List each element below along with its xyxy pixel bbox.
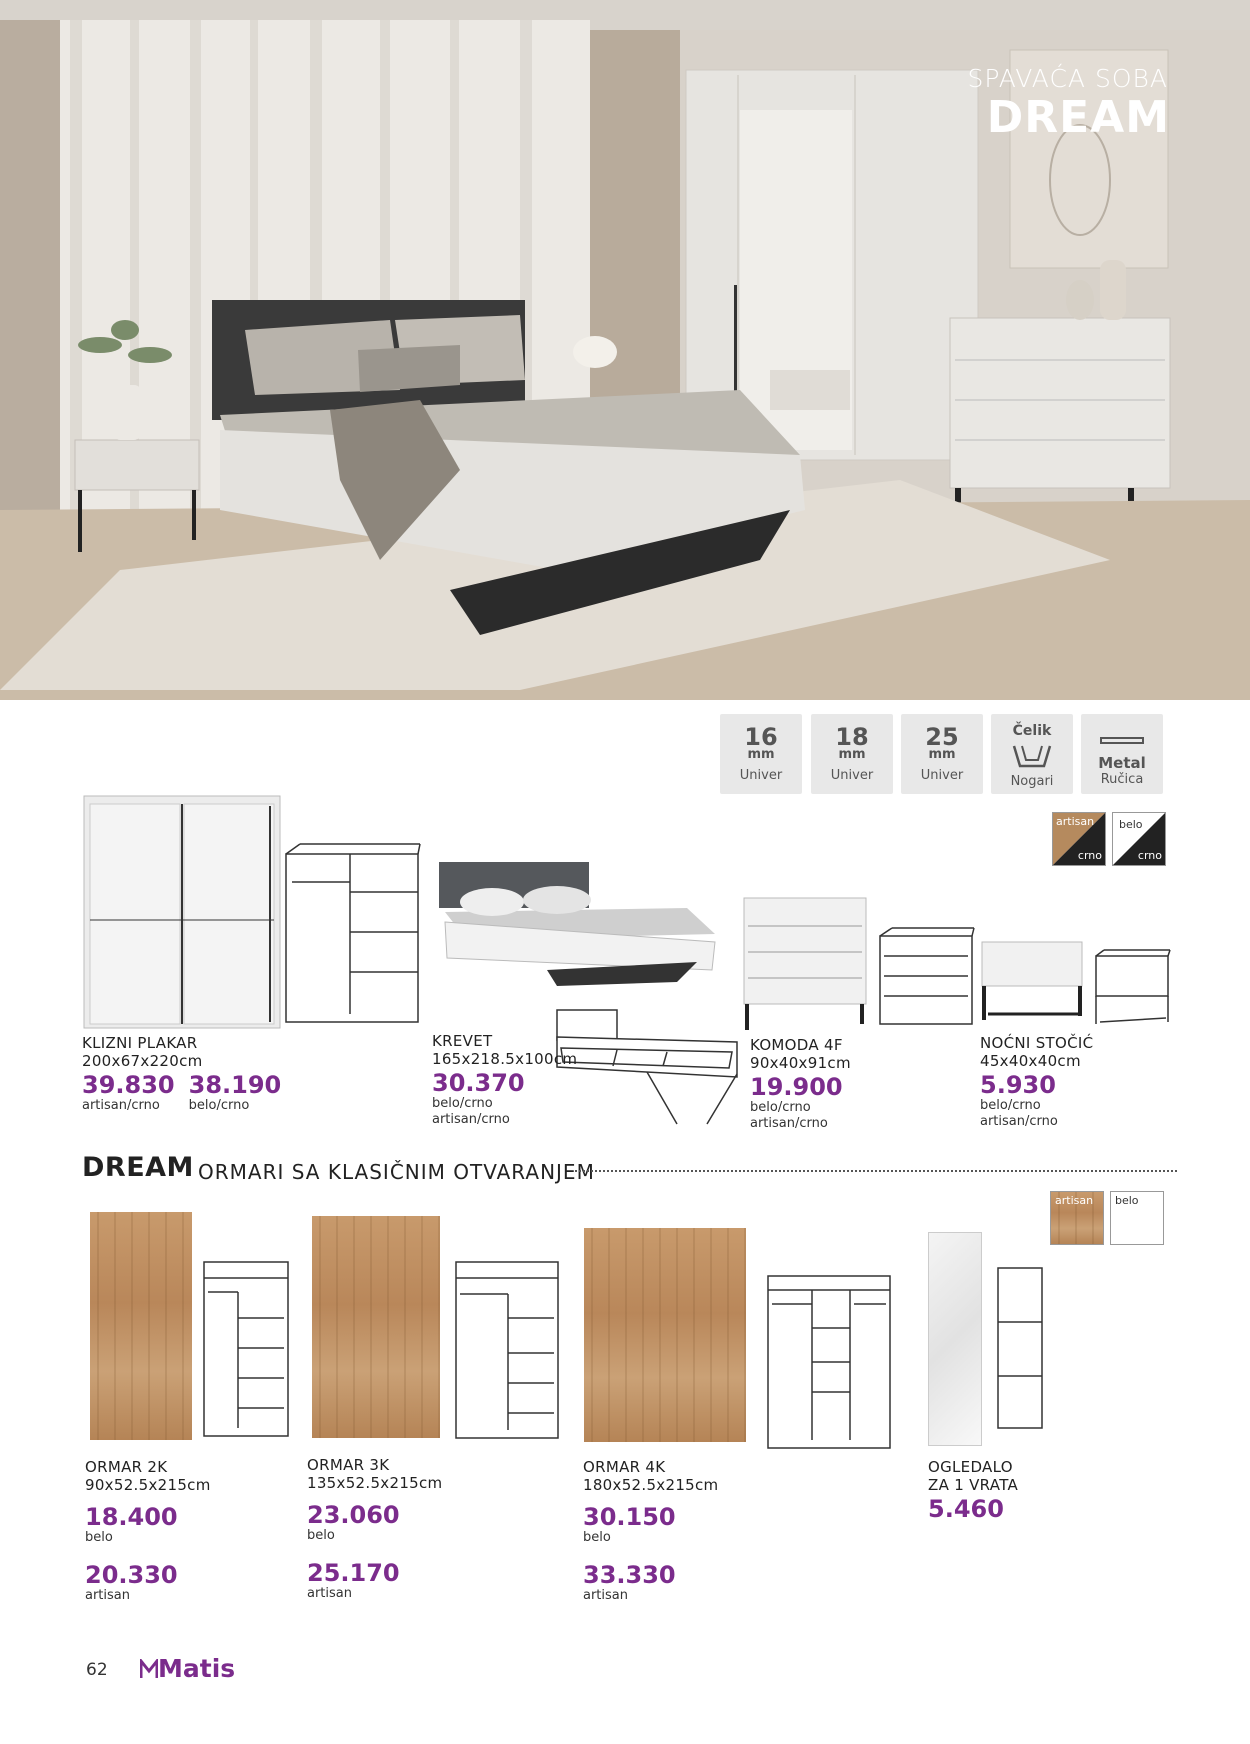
product-nightstand: NOĆNI STOČIĆ 45x40x40cm 5.930 belo/crno artisan/crno — [980, 1034, 1094, 1129]
badge-celik: Čelik Nogari — [991, 714, 1073, 794]
swatch-belo-crno: belo crno — [1112, 812, 1166, 866]
wardrobe-4k-drawing — [764, 1272, 894, 1452]
mirror-image — [928, 1232, 982, 1446]
product-wardrobe-2k: ORMAR 2K 90x52.5x215cm 18.400 belo 20.330 artisan — [85, 1458, 211, 1603]
product-wardrobe-3k: ORMAR 3K 135x52.5x215cm 23.060 belo 25.170 artisan — [307, 1456, 443, 1601]
product-mirror: OGLEDALO ZA 1 VRATA 5.460 — [928, 1458, 1019, 1523]
wardrobe-3k-drawing — [452, 1258, 562, 1442]
badge-25mm: 25 mm Univer — [901, 714, 983, 794]
swatch-artisan: artisan — [1050, 1191, 1104, 1245]
badge-16mm: 16 mm Univer — [720, 714, 802, 794]
wardrobe-3k-image — [312, 1216, 440, 1438]
dotted-divider — [575, 1170, 1177, 1172]
wardrobe-4k-image — [584, 1228, 746, 1442]
product-wardrobe-4k: ORMAR 4K 180x52.5x215cm 30.150 belo 33.330 artisan — [583, 1458, 719, 1603]
hero-kicker: SPAVAĆA SOBA — [967, 64, 1168, 93]
badge-18mm: 18 mm Univer — [811, 714, 893, 794]
swatch-artisan-crno: artisan crno — [1052, 812, 1106, 866]
page-number: 62 — [86, 1660, 108, 1680]
chest-of-drawers-image — [742, 896, 982, 1041]
section-title: DREAM — [82, 1152, 194, 1183]
wardrobe-2k-drawing — [200, 1258, 292, 1440]
mirror-drawing — [994, 1264, 1046, 1434]
badge-metal: Metal Ručica — [1081, 714, 1163, 794]
product-chest-of-drawers: KOMODA 4F 90x40x91cm 19.900 belo/crno artisan/crno — [750, 1036, 851, 1131]
wardrobe-2k-image — [90, 1212, 192, 1440]
product-sliding-wardrobe: KLIZNI PLAKAR 200x67x220cm 39.830 artisan/crno 38.190 belo/crno — [82, 1034, 282, 1113]
product-bed: KREVET 165x218.5x100cm 30.370 belo/crno artisan/crno — [432, 1032, 578, 1127]
steel-legs-icon — [1010, 742, 1054, 770]
brand-logo: Matis — [140, 1654, 235, 1683]
nightstand-image — [978, 938, 1178, 1028]
handle-icon — [1099, 734, 1145, 748]
section-subtitle: ORMARI SA KLASIČNIM OTVARANJEM — [198, 1160, 595, 1184]
swatch-belo: belo — [1110, 1191, 1164, 1245]
hero-title: DREAM — [986, 92, 1170, 143]
sliding-wardrobe-image — [80, 792, 430, 1032]
matis-logo-icon — [140, 1659, 158, 1679]
